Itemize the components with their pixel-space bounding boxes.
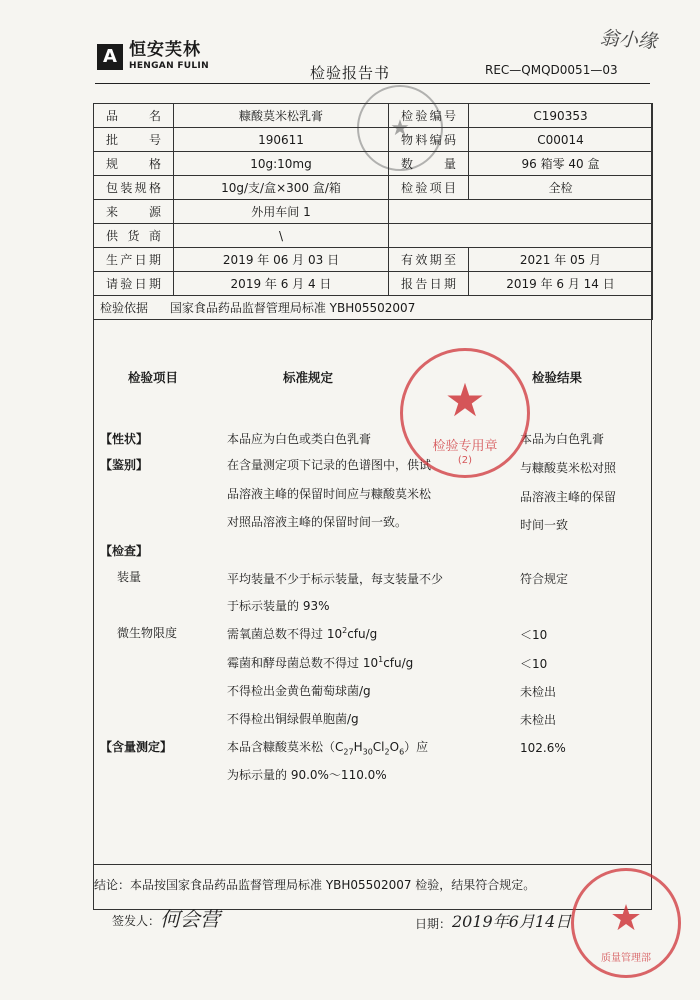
fill-result: 符合规定 bbox=[520, 572, 569, 586]
table-row bbox=[94, 296, 653, 320]
signer-signature: 何会营 bbox=[160, 907, 220, 931]
conclusion-divider bbox=[93, 864, 652, 865]
report-date-label: 报告日期 bbox=[389, 272, 469, 296]
logo-english-name: HENGAN FULIN bbox=[129, 61, 209, 71]
top-handwriting: 翁小缘 bbox=[599, 27, 658, 53]
expiry-value: 2021 年 05 月 bbox=[469, 248, 653, 272]
batch-label: 批 号 bbox=[94, 128, 174, 152]
logo-chinese-name: 恒安芙林 bbox=[129, 40, 201, 60]
mfg-date-value: 2019 年 06 月 03 日 bbox=[174, 248, 389, 272]
document-title: 检验报告书 bbox=[310, 64, 391, 82]
staph-result: 未检出 bbox=[520, 685, 557, 699]
package-label: 包装规格 bbox=[94, 176, 174, 200]
supplier-value: \ bbox=[174, 224, 389, 248]
basis-value: 国家食品药品监督管理局标准 YBH05502007 bbox=[169, 301, 416, 315]
check-label: 【检查】 bbox=[100, 544, 149, 558]
source-label: 来 源 bbox=[94, 200, 174, 224]
fill-standard-2: 于标示装量的 93% bbox=[227, 599, 330, 613]
spec-label: 规 格 bbox=[94, 152, 174, 176]
pseudo-standard: 不得检出铜绿假单胞菌/g bbox=[227, 712, 359, 726]
mold-standard: 霉菌和酵母菌总数不得过 $10^1cfu/g$ bbox=[227, 655, 414, 670]
signer-label: 签发人： bbox=[112, 914, 161, 928]
column-header-item: 检验项目 bbox=[128, 370, 179, 385]
table-row bbox=[94, 224, 653, 248]
package-value: 10g/支/盒×300 盒/箱 bbox=[174, 176, 389, 200]
date-label: 日期： bbox=[415, 917, 452, 931]
identification-result-1: 与糠酸莫米松对照 bbox=[520, 461, 617, 475]
empty-cell bbox=[389, 224, 653, 248]
identification-result-2: 品溶液主峰的保留 bbox=[520, 490, 617, 504]
column-header-result: 检验结果 bbox=[532, 370, 583, 385]
table-row bbox=[94, 248, 653, 272]
inspection-no-value: C190353 bbox=[469, 104, 653, 128]
table-row bbox=[94, 200, 653, 224]
appearance-standard: 本品应为白色或类白色乳膏 bbox=[227, 432, 372, 446]
supplier-label: 供货商 bbox=[94, 224, 174, 248]
batch-value: 190611 bbox=[174, 128, 389, 152]
mold-result: ＜10 bbox=[520, 657, 548, 671]
stamp-star-icon: ★ bbox=[444, 373, 486, 427]
inspection-seal-number: (2) bbox=[457, 455, 473, 466]
document-code: REC—QMQD0051—03 bbox=[485, 63, 618, 77]
table-row bbox=[94, 176, 653, 200]
source-value: 外用车间 1 bbox=[174, 200, 389, 224]
material-code-label: 物料编码 bbox=[389, 128, 469, 152]
mfg-date-label: 生产日期 bbox=[94, 248, 174, 272]
report-date-value: 2019 年 6 月 14 日 bbox=[469, 272, 653, 296]
aerobic-standard: 需氧菌总数不得过 $10^2cfu/g$ bbox=[227, 626, 378, 641]
table-row bbox=[94, 128, 653, 152]
table-row bbox=[94, 152, 653, 176]
quantity-label: 数 量 bbox=[389, 152, 469, 176]
stamp-star-icon: ★ bbox=[609, 898, 643, 939]
item-label: 检验项目 bbox=[389, 176, 469, 200]
spec-value: 10g:10mg bbox=[174, 152, 389, 176]
inspection-seal-text: 检验专用章 bbox=[432, 439, 498, 454]
quantity-value: 96 箱零 40 盒 bbox=[469, 152, 653, 176]
assay-standard-1: 本品含糠酸莫米松$(C_{27}H_{30}Cl_2O_6)$应 bbox=[227, 740, 429, 757]
identification-standard-2: 品溶液主峰的保留时间应与糠酸莫米松 bbox=[227, 487, 432, 501]
request-date-value: 2019 年 6 月 4 日 bbox=[174, 272, 389, 296]
fill-standard-1: 平均装量不少于标示装量，每支装量不少 bbox=[227, 572, 444, 586]
table-row bbox=[94, 104, 653, 128]
logo-mark-icon: A bbox=[97, 44, 123, 70]
column-header-standard: 标准规定 bbox=[283, 370, 334, 385]
pseudo-result: 未检出 bbox=[520, 713, 557, 727]
inspection-no-label: 检验编号 bbox=[389, 104, 469, 128]
company-logo bbox=[97, 42, 209, 71]
identification-standard-1: 在含量测定项下记录的色谱图中，供试 bbox=[227, 458, 432, 472]
appearance-label: 【性状】 bbox=[100, 432, 149, 446]
microbial-label: 微生物限度 bbox=[117, 626, 178, 640]
aerobic-result: ＜10 bbox=[520, 628, 548, 642]
fill-label: 装量 bbox=[117, 570, 142, 584]
conclusion-text: 结论：本品按国家食品药品监督管理局标准 YBH05502007 检验，结果符合规定。 bbox=[94, 878, 536, 892]
assay-standard-2: 为标示量的 90.0%～110.0% bbox=[227, 768, 387, 782]
material-code-value: C00014 bbox=[469, 128, 653, 152]
assay-label: 【含量测定】 bbox=[100, 740, 173, 754]
product-value: 糠酸莫米松乳膏 bbox=[174, 104, 389, 128]
table-row bbox=[94, 272, 653, 296]
item-value: 全检 bbox=[469, 176, 653, 200]
identification-label: 【鉴别】 bbox=[100, 458, 149, 472]
empty-cell bbox=[389, 200, 653, 224]
assay-result: 102.6% bbox=[520, 741, 566, 755]
basis-label: 检验依据 bbox=[100, 301, 149, 315]
info-table bbox=[93, 103, 653, 320]
identification-result-3: 时间一致 bbox=[520, 518, 569, 532]
quality-seal-text: 质量管理部 bbox=[601, 953, 651, 964]
request-date-label: 请验日期 bbox=[94, 272, 174, 296]
signature-date: 2019年6月14日 bbox=[452, 912, 572, 931]
identification-standard-3: 对照品溶液主峰的保留时间一致。 bbox=[227, 515, 408, 529]
staph-standard: 不得检出金黄色葡萄球菌/g bbox=[227, 684, 371, 698]
expiry-label: 有效期至 bbox=[389, 248, 469, 272]
appearance-result: 本品为白色乳膏 bbox=[520, 432, 605, 446]
header-divider bbox=[95, 83, 650, 84]
quality-dept-seal-stamp bbox=[571, 868, 681, 978]
faded-gray-stamp-icon: ★ bbox=[357, 85, 443, 171]
product-label: 品 名 bbox=[94, 104, 174, 128]
inspection-seal-stamp bbox=[400, 348, 530, 478]
